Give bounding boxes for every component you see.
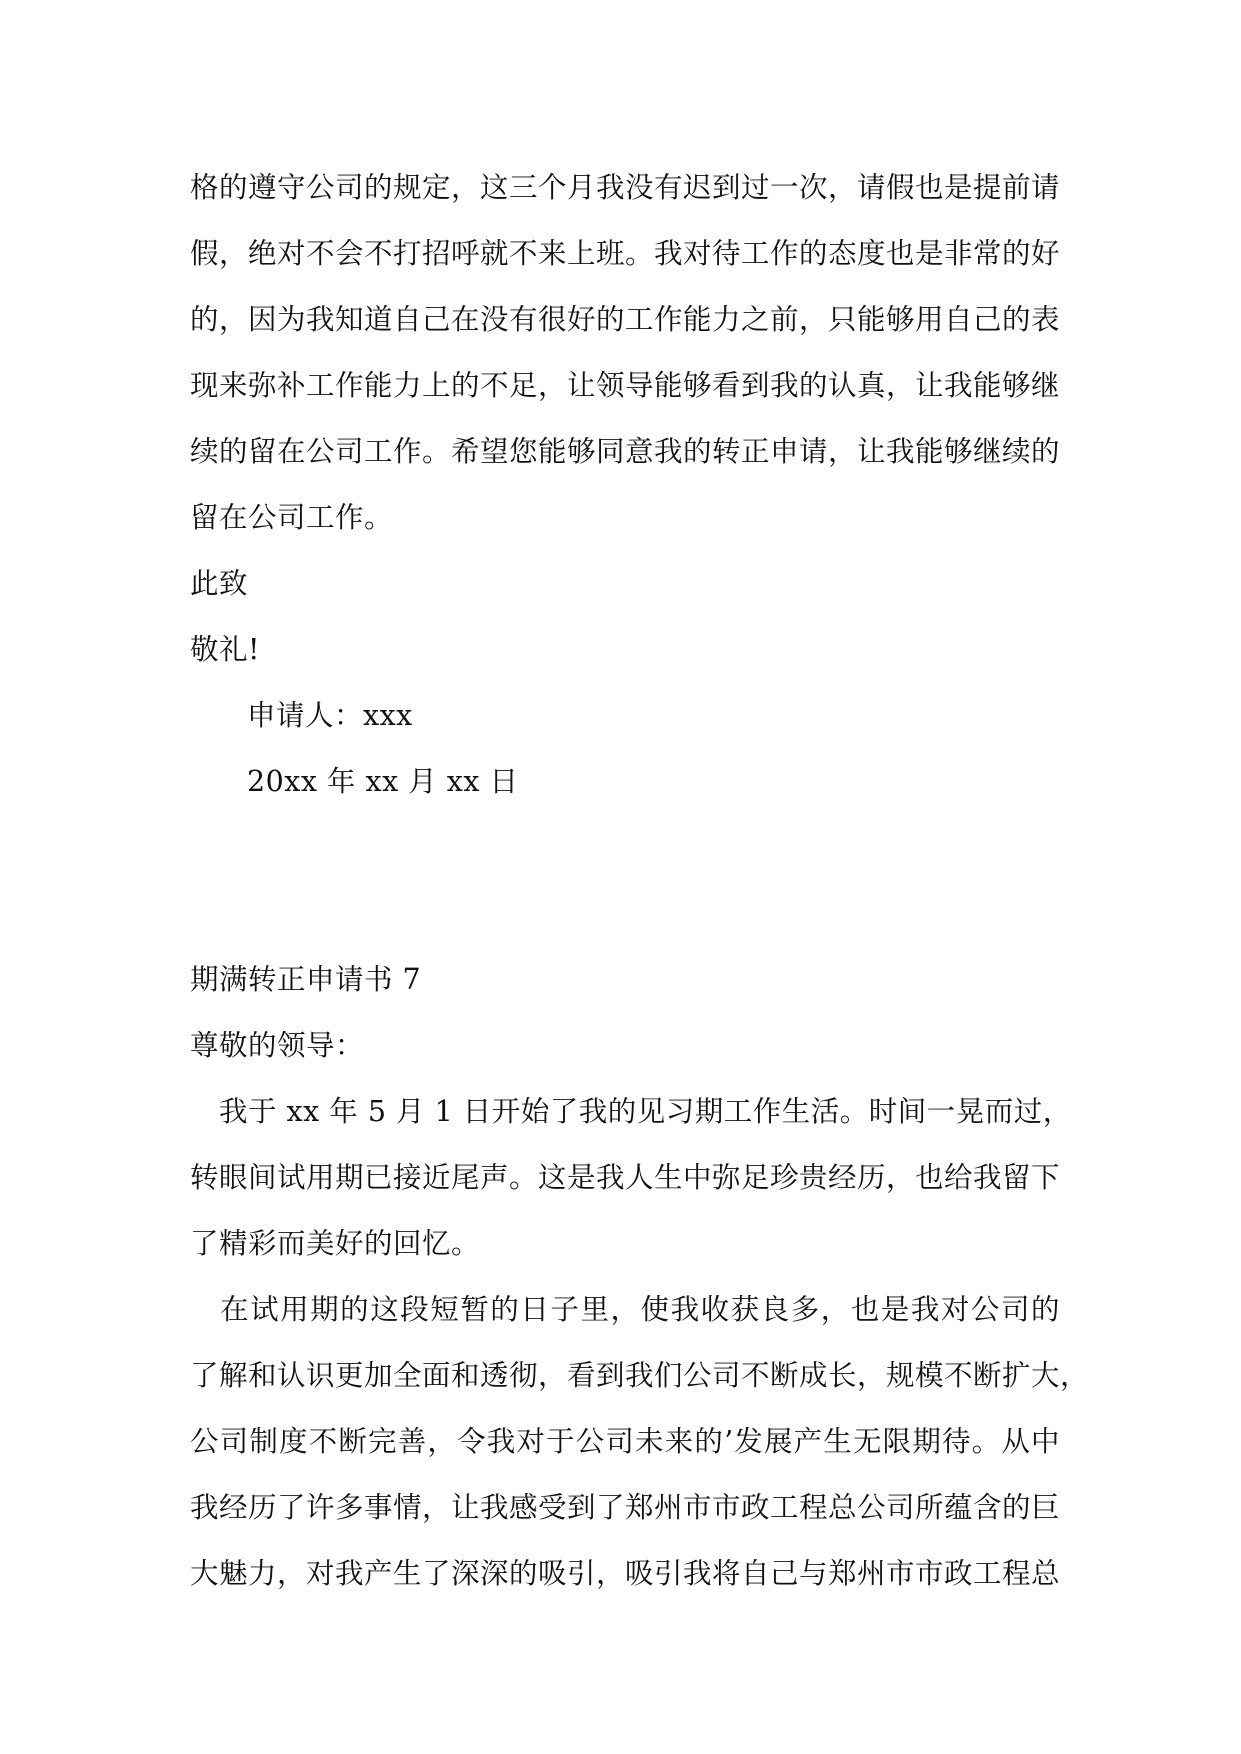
- salutation: 尊敬的领导：: [190, 1029, 365, 1062]
- document-body: [190, 155, 1090, 1607]
- paragraph-experience: [190, 1277, 1090, 1607]
- text-line: 公司制度不断完善，令我对于公司未来的’发展产生无限期待。从中: [190, 1425, 1060, 1458]
- closing-line-2: 敬礼!: [190, 633, 260, 666]
- text-line: 留在公司工作。: [190, 501, 394, 534]
- text-line: 转眼间试用期已接近尾声。这是我人生中弥足珍贵经历，也给我留下: [190, 1161, 1061, 1194]
- text-line: 我经历了许多事情，让我感受到了郑州市市政工程总公司所蕴含的巨: [190, 1491, 1061, 1524]
- closing-line-1: 此致: [190, 567, 249, 600]
- applicant-signature: 申请人：xxx: [247, 699, 413, 732]
- text-line: 在试用期的这段短暂的日子里，使我收获良多，也是我对公司的: [190, 1293, 1060, 1326]
- text-line: 假，绝对不会不打招呼就不来上班。我对待工作的态度也是非常的好: [190, 237, 1061, 270]
- text-line: 格的遵守公司的规定，这三个月我没有迟到过一次，请假也是提前请: [190, 171, 1061, 204]
- section-title: 期满转正申请书 7: [190, 963, 422, 996]
- text-line: 了解和认识更加全面和透彻，看到我们公司不断成长，规模不断扩大，: [190, 1359, 1090, 1392]
- text-line: 我于 xx 年 5 月 1 日开始了我的见习期工作生活。时间一晃而过，: [190, 1095, 1072, 1128]
- section-spacer: [190, 815, 1060, 947]
- signature-date: 20xx 年 xx 月 xx 日: [247, 765, 519, 798]
- text-line: 现来弥补工作能力上的不足，让领导能够看到我的认真，让我能够继: [190, 369, 1061, 402]
- text-line: 了精彩而美好的回忆。: [190, 1227, 481, 1260]
- text-line: 大魅力，对我产生了深深的吸引，吸引我将自己与郑州市市政工程总: [190, 1557, 1061, 1590]
- paragraph-intro: [190, 1079, 1072, 1277]
- text-line: 续的留在公司工作。希望您能够同意我的转正申请，让我能够继续的: [190, 435, 1061, 468]
- paragraph-commitment: [190, 155, 1060, 551]
- text-line: 的，因为我知道自己在没有很好的工作能力之前，只能够用自己的表: [190, 303, 1061, 336]
